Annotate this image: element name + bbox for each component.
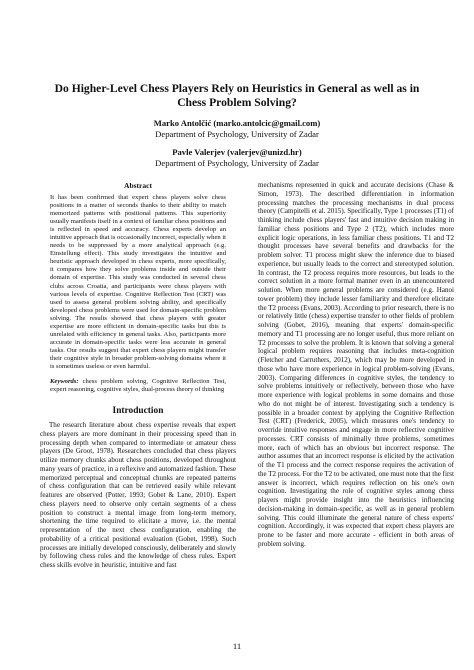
- left-column: [40, 181, 236, 570]
- author-name: Marko Antolčić (marko.antolcic@gmail.com): [153, 118, 321, 128]
- author-block-1: [40, 118, 434, 139]
- abstract-heading: Abstract: [124, 181, 152, 190]
- keywords-label: Keywords:: [50, 378, 79, 386]
- author-block-2: [40, 147, 434, 168]
- introduction-heading: Introduction: [112, 406, 164, 417]
- keywords-text: chess problem solving, Cognitive Reflection Test, expert reasoning, cognitive styles, dual-process theory of thinking: [50, 378, 226, 394]
- body-paragraph: mechanisms represented in quick and accurate decisions (Chase & Simon, 1973). The described differentiation in information processing matches the processing mechanisms in dual process theory (Campitelli et al. 2015). Specifically, Type 1 processes (T1) of thinking include chess players' fast and intuitive decision making in familiar chess positions and Type 2 (T2), which includes more explicit logic operations, in less familiar chess positions. T1 and T2 thought processes have several benefits and drawbacks for the problem solver. T1 process might skew the inference due to biased experience, but usually leads to the correct and stereotyped solution. In contrast, the T2 process requires more resources, but leads to the correct solution in a more formal manner even in an unencountered solution. When more general problems are considered (e.g. Hanoi tower problem) they include lesser familiarity and therefore elicitate the T2 process (Evans, 2003). According to prior research, there is no or relatively little (chess) expertise transfer to other fields of problem solving (Gobet, 2016), meaning that experts' domain-specific memory and T1 processing are no longer useful, thus more reliant on T2 processes to solve the problem. It is known that solving a general logical problem requires reasoning that includes meta-cognition (Fletcher and Carruthers, 2012), which may be more developed in those who have more experience in logical problem-solving (Evans, 2003). Comparing differences in cognitive styles, the tendency to solve problems intuitively or reflectively, between those who have more experience with logical problems in some domains and those who do not might be of interest. Investigating such a tendency is possible in a broader context by applying the Cognitive Reflection Test (CRT) (Frederick, 2005), which measures one's tendency to override intuitive responses and engage in more reflective cognitive processes. CRT consists of minimally three problems, sometimes more, each of which has an obvious but incorrect response. The author assumes that an incorrect response is elicited by the activation of the T1 process and the correct response requires the activation of the T2 process. For the T2 to be activated, one must note that the first answer is incorrect, which requires reflection on his one's own cognition. Investigating the role of cognitive styles among chess players might provide insight into the heuristics influencing decision-making in domain-specific, as well as in general problem solving. This could illuminate the general nature of chess experts' cognition. Accordingly, it was expected that expert chess players are prone to be faster and more accurate - efficient in both areas of problem solving.: [258, 181, 454, 548]
- paper-title: Do Higher-Level Chess Players Rely on Heuristics in General as well as in Chess Problem Solving?: [54, 82, 420, 109]
- page-number: 11: [232, 641, 242, 651]
- author-affiliation: Department of Psychology, University of Zadar: [155, 128, 319, 139]
- abstract-text: It has been confirmed that expert chess players solve chess positions in a matter of seconds thanks to their ability to match memorized patterns with positional patterns. This superiority usually manifests itself in a context of familiar chess positions and is reflected in speed and accuracy. Chess experts develop an intuitive approach that is occasionally incorrect, especially when it needs to be suppressed by a more analytical approach (e.g. Einstellung effect). This study investigates the intuitive and heuristic approach developed in chess experts, more specifically, it compares how they solve problems inside and outside their domain of expertise. This study was conducted in several chess clubs across Croatia, and participants were chess players with various levels of expertise. Cognitive Reflection Test (CRT) was used to assess general problem solving ability, and specifically developed chess problems were used for domain-specific problem solving. The results showed that chess players with greater expertise are more efficient in domain-specific tasks but this is unrelated with efficiency in general tasks. Also, participants more accurate in domain-specific tasks were less accurate in general tasks. Our results suggest that expert chess players might transfer their cognitive style in broader problem-solving domains where it is sometimes useless or even harmful.: [50, 194, 226, 370]
- author-name: Pavle Valerjev (valerjev@unizd.hr): [172, 147, 302, 157]
- right-column: [258, 181, 454, 549]
- introduction-paragraph: The research literature about chess expertise reveals that expert chess players are more dominant in their processing speed than in processing depth when compared to intermediate or amateur chess players (De Groot, 1978). Researchers concluded that chess players utilize memory chunks about chess positions, developed throughout many years of practice, in a reflexive and automatized fashion. These memorized perceptual and conceptual chunks are repeated patterns of chess configuration that can be retrieved easily while relevant features are observed (Potter, 1993; Gobet & Lane, 2010). Expert chess players need to observe only certain segments of a chess position to construct a mental image from long-term memory, shortening the time required to elicitate a move, i.e. the mental representation of the next chess configuration, enabling the probability of a critical positional evaluation (Gobet, 1998). Such processes are initially developed consciously, deliberately and slowly by following chess rules and the knowledge of chess rules. Expert chess skills evolve in heuristic, intuitive and fast: [40, 421, 236, 570]
- author-affiliation: Department of Psychology, University of Zadar: [155, 157, 319, 168]
- keywords: [50, 378, 226, 394]
